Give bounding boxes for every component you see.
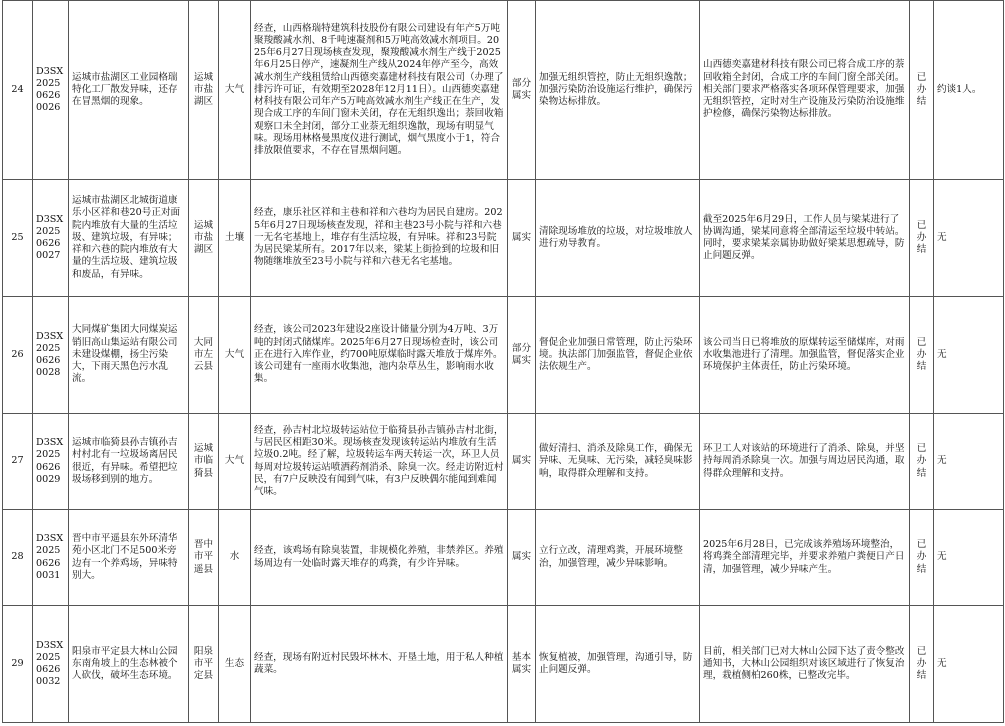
complaint-content: 大同煤矿集团大同煤炭运销旧高山集运站有限公司未建设煤棚，扬尘污染大，下雨天黑色污水乱流。 [69, 297, 189, 414]
complaint-content: 运城市盐湖区北城街道康乐小区祥和巷20号正对面院内堆放有大量的生活垃圾、建筑垃圾，有异味；祥和六巷的院内堆放有大量的生活垃圾、建筑垃圾和废品，有异味。 [69, 180, 189, 297]
measures: 恢复植被，加强管理，沟通引导，防止问题反弹。 [536, 606, 700, 723]
status: 已办结 [910, 1, 934, 180]
investigation: 经查，现场有附近村民毁坏林木、开垦土地，用于私人种植蔬菜。 [251, 606, 508, 723]
table-row [3, 1, 1004, 180]
table-row [3, 510, 1004, 606]
investigation: 经查，山西格瑞特建筑科技股份有限公司建设有年产5万吨聚羧酸减水剂、8千吨速凝剂和5万吨高效减水剂项目。2025年6月27日现场核查发现，聚羧酸减水剂生产线于2025年6月25日停产，速凝剂生产线从2024年停产至今，高效减水剂生产线租赁给山西德奕嘉建材科技有限公司（办理了排污许可证，有效期至2028年12月11日）。山西德奕嘉建材科技有限公司年产5万吨高效减水剂生产线正在生产，发现合成工序的车间门窗未关闭，存在无组织逸出；萘回收箱观察口未全封闭，部分工业萘无组织逸散，现场有明显气味。现场用林格曼黑度仪进行测试，烟气黑度小于1，符合排放限值要求，不存在冒黑烟问题。 [251, 1, 508, 180]
accountability: 无 [934, 297, 1004, 414]
region: 大同市左云县 [189, 297, 219, 414]
verdict: 属实 [508, 414, 536, 510]
pollution-type: 水 [219, 510, 251, 606]
measures: 做好清扫、消杀及除臭工作，确保无异味、无臭味、无污染，减轻臭味影响，取得群众理解和支持。 [536, 414, 700, 510]
status: 已办结 [910, 510, 934, 606]
complaint-content: 晋中市平遥县东外环清华苑小区北门不足500米旁边有一个养鸡场，异味特别大。 [69, 510, 189, 606]
measures: 清除现场堆放的垃圾，对垃圾堆放人进行劝导教育。 [536, 180, 700, 297]
result: 2025年6月28日，已完成该养殖场环境整治，将鸡粪全部清理完毕，并要求养殖户粪便日产日清，加强管理，减少异味产生。 [700, 510, 910, 606]
region: 阳泉市平定县 [189, 606, 219, 723]
result: 截至2025年6月29日，工作人员与梁某进行了协调沟通，梁某同意将全部清运至垃圾中转站。同时，要求梁某亲属协助做好梁某思想疏导，防止问题反弹。 [700, 180, 910, 297]
measures: 立行立改，清理鸡粪，开展环境整治，加强管理，减少异味影响。 [536, 510, 700, 606]
status: 已办结 [910, 297, 934, 414]
accountability: 无 [934, 180, 1004, 297]
complaint-content: 阳泉市平定县大林山公园东南角坡上的生态林被个人砍伐，破坏生态环境。 [69, 606, 189, 723]
row-index: 26 [3, 297, 33, 414]
accountability: 无 [934, 606, 1004, 723]
result: 目前，相关部门已对大林山公园下达了责令整改通知书，大林山公园组织对该区域进行了恢复治理，栽植侧柏260株，已整改完毕。 [700, 606, 910, 723]
complaint-content: 运城市临猗县孙吉镇孙吉村村北有一垃圾场离居民很近，有异味。希望把垃圾场移到别的地方。 [69, 414, 189, 510]
measures: 加强无组织管控，防止无组织逸散；加强污染防治设施运行维护，确保污染物达标排放。 [536, 1, 700, 180]
investigation: 经查，孙吉村北垃圾转运站位于临猗县孙吉镇孙吉村北街，与居民区相距30米。现场核查发现该转运站内堆放有生活垃圾0.2吨。经了解，垃圾转运车两天转运一次，环卫人员每周对垃圾转运站喷洒药剂消杀、除臭一次。经走访附近村民，有7户反映没有闻到气味，有3户反映偶尔能闻到难闻气味。 [251, 414, 508, 510]
verdict: 属实 [508, 510, 536, 606]
pollution-type: 大气 [219, 297, 251, 414]
result: 山西德奕嘉建材科技有限公司已将合成工序的萘回收箱全封闭，合成工序的车间门窗全部关闭。相关部门要求严格落实各项环保管理要求，加强无组织管控，定时对生产设施及污染防治设施维护检修，确保污染物达标排放。 [700, 1, 910, 180]
verdict: 基本属实 [508, 606, 536, 723]
measures: 督促企业加强日常管理，防止污染环境。执法部门加强监管，督促企业依法依规生产。 [536, 297, 700, 414]
region: 晋中市平遥县 [189, 510, 219, 606]
investigation: 经查，该鸡场有除臭装置，非规模化养殖，非禁养区。养殖场周边有一处临时露天堆存的鸡粪，有少许异味。 [251, 510, 508, 606]
case-code: D3SX202506260027 [33, 180, 69, 297]
table-row [3, 180, 1004, 297]
verdict: 部分属实 [508, 1, 536, 180]
case-code: D3SX202506260026 [33, 1, 69, 180]
complaint-table [2, 0, 1004, 723]
result: 环卫工人对该站的环境进行了消杀、除臭，并坚持每周消杀除臭一次。加强与周边居民沟通，取得群众理解和支持。 [700, 414, 910, 510]
pollution-type: 生态 [219, 606, 251, 723]
row-index: 25 [3, 180, 33, 297]
row-index: 24 [3, 1, 33, 180]
result: 该公司当日已将堆放的原煤转运至储煤库，对雨水收集池进行了清理。加强监管，督促落实企业环境保护主体责任，防止污染环境。 [700, 297, 910, 414]
pollution-type: 土壤 [219, 180, 251, 297]
region: 运城市盐湖区 [189, 1, 219, 180]
case-code: D3SX202506260032 [33, 606, 69, 723]
case-code: D3SX202506260031 [33, 510, 69, 606]
investigation: 经查，康乐社区祥和主巷和祥和六巷均为居民自建房。2025年6月27日现场核查发现，祥和主巷23号小院与祥和六巷一无名宅基地上，堆存有生活垃圾，有异味。祥和23号院为居民梁某所有。2017年以来，梁某上街捡到的垃圾和旧物随继堆放至23号小院与祥和六巷无名宅基地。 [251, 180, 508, 297]
region: 运城市盐湖区 [189, 180, 219, 297]
case-code: D3SX202506260029 [33, 414, 69, 510]
investigation: 经查，该公司2023年建设2座设计储量分别为4万吨、3万吨的封闭式储煤库。2025年6月27日现场检查时，该公司正在进行入库作业，约700吨原煤临时露天堆放于煤库外。该公司建有一座雨水收集池，池内杂草丛生，影响雨水收集。 [251, 297, 508, 414]
pollution-type: 大气 [219, 1, 251, 180]
status: 已办结 [910, 606, 934, 723]
verdict: 属实 [508, 180, 536, 297]
row-index: 28 [3, 510, 33, 606]
accountability: 约谈1人。 [934, 1, 1004, 180]
verdict: 部分属实 [508, 297, 536, 414]
accountability: 无 [934, 510, 1004, 606]
row-index: 27 [3, 414, 33, 510]
accountability: 无 [934, 414, 1004, 510]
status: 已办结 [910, 414, 934, 510]
case-code: D3SX202506260028 [33, 297, 69, 414]
row-index: 29 [3, 606, 33, 723]
status: 已办结 [910, 180, 934, 297]
table-row [3, 414, 1004, 510]
pollution-type: 大气 [219, 414, 251, 510]
table-row [3, 297, 1004, 414]
table-row [3, 606, 1004, 723]
region: 运城市临猗县 [189, 414, 219, 510]
complaint-content: 运城市盐湖区工业园格瑞特化工厂散发异味，还存在冒黑烟的现象。 [69, 1, 189, 180]
